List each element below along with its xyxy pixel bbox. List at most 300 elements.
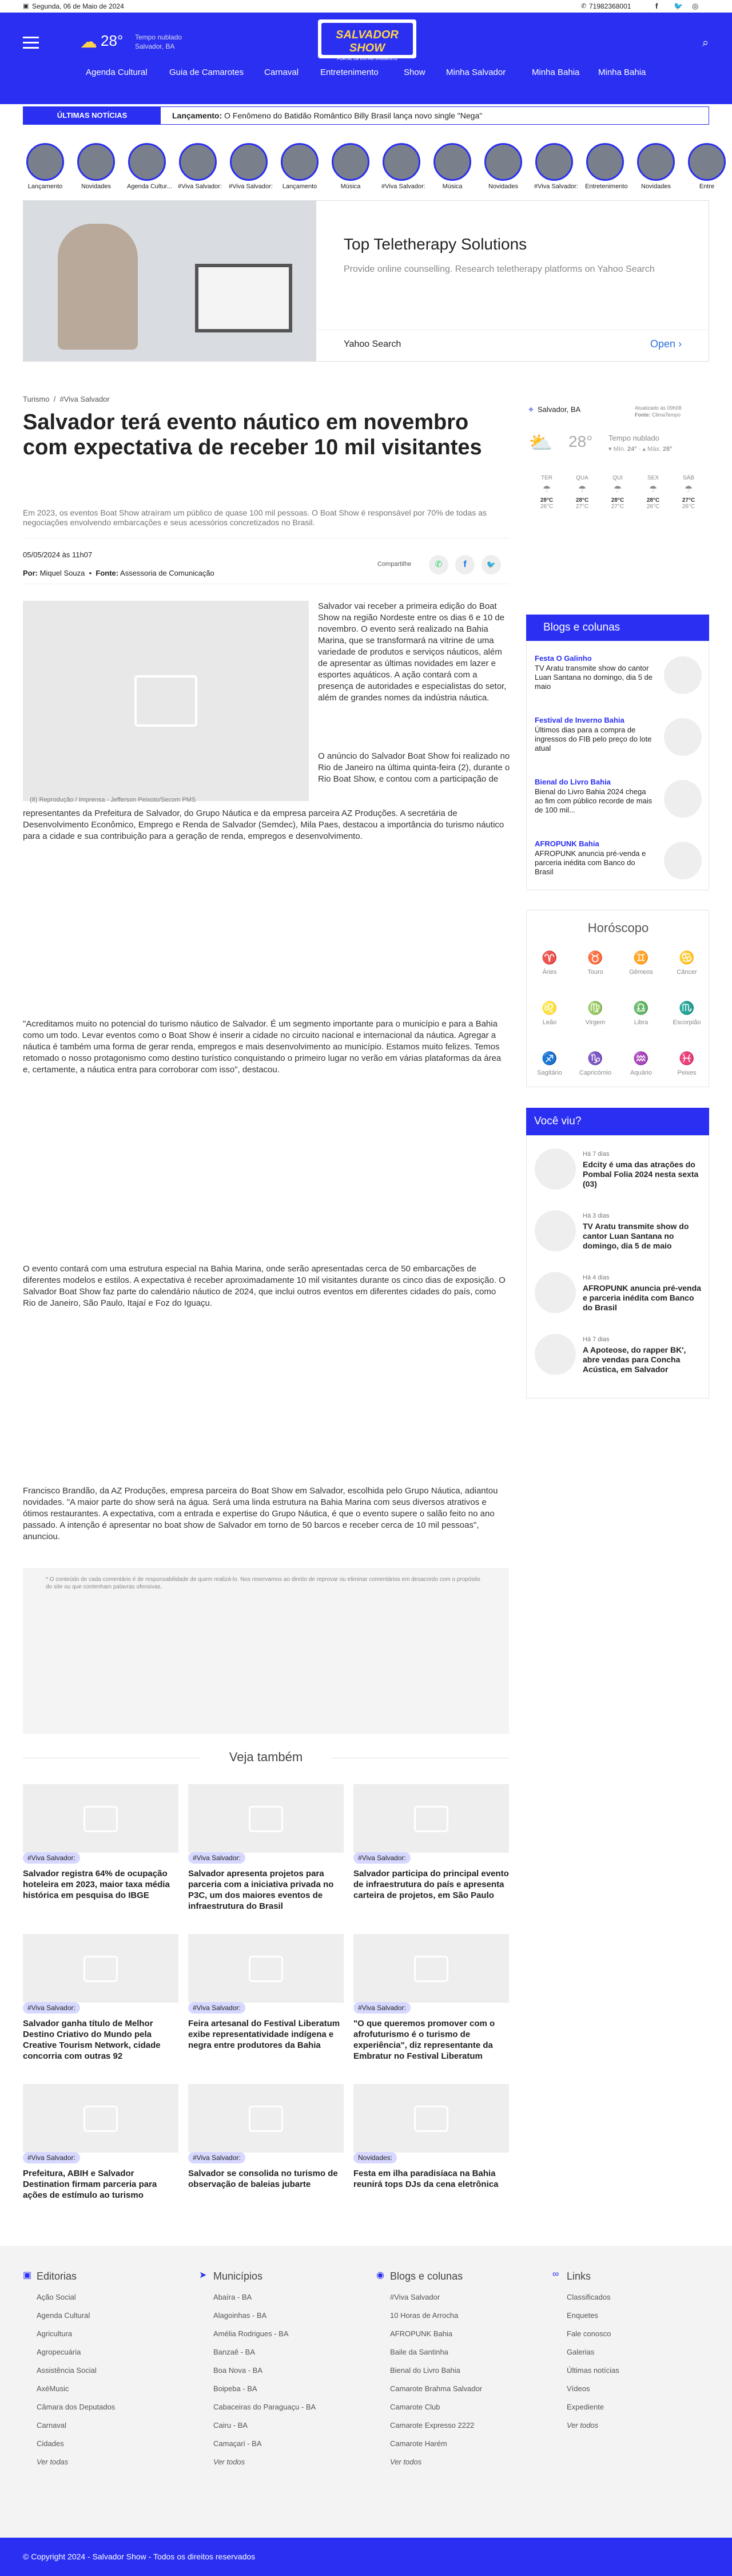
related-title: Veja também — [229, 1750, 303, 1764]
story-avatar — [332, 143, 369, 181]
nav-minha-bahia-2[interactable]: Minha Bahia — [598, 68, 646, 77]
related-headline[interactable]: Feira artesanal do Festival Liberatum exibe representatividade indígena e negra entre produtores da Bahia — [188, 2019, 340, 2050]
breadcrumb-viva-salvador[interactable]: #Viva Salvador — [59, 395, 110, 403]
related-card[interactable] — [23, 1784, 178, 1901]
cloud-rain-icon: ☂ — [542, 485, 551, 494]
copyright-bar: © Copyright 2024 - Salvador Show - Todos os direitos reservados — [0, 2538, 732, 2576]
related-headline[interactable]: Salvador participa do principal evento de infraestrutura do país e apresenta carteira de projetos, em São Paulo — [353, 1869, 509, 1900]
related-headline[interactable]: Salvador se consolida no turismo de observação de baleias jubarte — [188, 2169, 338, 2189]
site-logo[interactable] — [318, 19, 416, 61]
story-item[interactable] — [585, 143, 628, 190]
article-byline: Por: Miquel Souza • Fonte: Assessoria de Comunicação — [23, 569, 214, 577]
story-avatar — [281, 143, 319, 181]
cloud-rain-icon: ☂ — [613, 485, 622, 494]
story-label: Lançamento — [282, 183, 317, 190]
horoscope-sign[interactable] — [664, 1051, 710, 1076]
voce-viu-time: Há 3 dias — [583, 1212, 610, 1219]
related-tag[interactable]: #Viva Salvador: — [353, 1852, 411, 1864]
cloud-rain-icon: ☂ — [649, 485, 658, 494]
footer-column — [390, 2270, 539, 2476]
article-title: Salvador terá evento náutico em novembro com expectativa de receber 10 mil visitantes — [23, 410, 482, 459]
related-tag[interactable]: #Viva Salvador: — [23, 1852, 80, 1864]
article-paragraph-5: Francisco Brandão, da AZ Produções, empresa parceira do Boat Show em Salvador, escolhida pelo Grupo Náutica, adiantou novidades. "A maior parte do show será na água. Será uma linda estrutura na Bahia Marina com seus diversos atrativos e ótimos restaurantes. A expectativa, com a entrada e expertise do Grupo Náutica, é que o evento supere o salão feito no ano passado. A intenção é apresentar no boat show de Salvador em torno de 50 barcos e receber cerca de 10 mil pessoas", anunciou. — [23, 1486, 498, 1541]
footer-link[interactable]: Ver todos — [390, 2458, 422, 2466]
footer-link[interactable]: Agenda Cultural — [37, 2311, 90, 2320]
share-whatsapp-icon[interactable]: ✆ — [429, 555, 448, 574]
story-item[interactable] — [178, 143, 222, 190]
related-headline[interactable]: Salvador ganha título de Melhor Destino Criativo do Mundo pela Creative Tourism Network, cidade concorria com outras 92 — [23, 2019, 161, 2061]
blog-thumbnail[interactable] — [664, 656, 702, 694]
weather-source-label: Fonte: — [635, 412, 651, 418]
link-icon: ∞ — [552, 2269, 559, 2279]
footer-link[interactable]: Enquetes — [567, 2311, 598, 2320]
ad-description: Provide online counselling. Research teletherapy platforms on Yahoo Search — [344, 264, 655, 274]
forecast-day-name: SÁB — [682, 475, 694, 481]
related-card[interactable] — [188, 2084, 344, 2190]
nav-minha-bahia[interactable]: Minha Bahia — [532, 68, 580, 77]
ad-title: Top Teletherapy Solutions — [344, 235, 527, 253]
weather-max: 28° — [662, 446, 673, 453]
story-item[interactable] — [687, 143, 727, 190]
header-weather-desc: Tempo nublado — [135, 33, 182, 41]
footer-link[interactable]: #Viva Salvador — [390, 2293, 440, 2301]
related-card[interactable] — [353, 2084, 509, 2190]
blog-headline[interactable]: AFROPUNK anuncia pré-venda e parceria inédita com Banco do Brasil — [535, 849, 646, 876]
forecast-min: 27°C — [575, 504, 589, 510]
cloud-rain-icon: ☂ — [684, 485, 693, 494]
zodiac-icon: ♑ — [587, 1051, 603, 1065]
footer-link[interactable]: Camarote Harém — [390, 2439, 447, 2448]
footer-column — [213, 2270, 362, 2476]
story-item[interactable] — [127, 143, 172, 190]
footer-column-title: Editorias — [37, 2270, 77, 2282]
nav-agenda-cultural[interactable]: Agenda Cultural — [86, 68, 148, 77]
blog-name[interactable]: AFROPUNK Bahia — [535, 839, 599, 848]
logo-subtitle: PORTAL DE ENTRETENIMENTO — [337, 57, 397, 61]
horoscope-sign-name: Aquário — [630, 1069, 652, 1076]
forecast-max: 28°C — [540, 497, 554, 504]
breadcrumb: Turismo / #Viva Salvador — [23, 395, 110, 403]
horoscope-sign[interactable] — [527, 950, 572, 976]
zodiac-icon: ♈ — [542, 950, 558, 965]
weather-min: 24° — [627, 446, 637, 453]
related-headline[interactable]: "O que queremos promover com o afrofuturismo é o turismo de experiência", diz representante da Embratur no Festival Liberatum — [353, 2019, 495, 2061]
footer-link[interactable]: Cidades — [37, 2439, 64, 2448]
related-tag[interactable]: #Viva Salvador: — [353, 2002, 411, 2014]
globe-icon: ◉ — [376, 2270, 384, 2280]
ticker-headline[interactable] — [172, 107, 482, 124]
forecast-day-name: QUI — [612, 475, 623, 481]
related-image — [188, 1784, 344, 1853]
horoscope-sign[interactable] — [618, 1001, 664, 1026]
weather-temperature: 28° — [568, 433, 593, 450]
footer-link[interactable]: Amélia Rodrigues - BA — [213, 2329, 289, 2338]
story-item[interactable] — [381, 143, 425, 190]
footer-link[interactable]: Camaçari - BA — [213, 2439, 262, 2448]
person-illustration — [58, 224, 138, 350]
share-twitter-icon[interactable]: 🐦 — [482, 555, 501, 574]
footer-link[interactable]: Ver todas — [37, 2458, 69, 2466]
story-avatar — [433, 143, 471, 181]
horoscope-title: Horóscopo — [587, 921, 649, 935]
ticker-text: O Fenômeno do Batidão Romântico Billy Brasil lança novo single "Nega" — [224, 111, 483, 120]
voce-viu-headline[interactable]: TV Aratu transmite show do cantor Luan Santana no domingo, dia 5 de maio — [583, 1222, 689, 1250]
blogs-header: Blogs e colunas — [526, 615, 709, 641]
horoscope-sign-name: Áries — [542, 969, 557, 976]
image-placeholder-icon — [249, 1806, 283, 1832]
horoscope-sign[interactable] — [572, 1051, 618, 1076]
story-avatar — [26, 143, 64, 181]
location-arrow-icon: ➤ — [199, 2270, 207, 2280]
comment-disclaimer: * O conteúdo de cada comentário é de responsabilidade de quem realizá-lo. Nos reservamos ao direito de reprovar ou eliminar comentários em desacordo com o propósito do site ou que contenham palavras ofensivas. — [46, 1576, 480, 1590]
footer-link[interactable]: Bienal do Livro Bahia — [390, 2366, 460, 2375]
related-headline[interactable]: Prefeitura, ABIH e Salvador Destination firmam parceria para ações de estímulo ao turismo — [23, 2169, 157, 2200]
forecast-day — [673, 475, 705, 510]
forecast-min: 26°C — [540, 504, 554, 510]
voce-viu-thumbnail[interactable] — [535, 1210, 576, 1251]
horoscope-sign-name: Sagitário — [537, 1069, 562, 1076]
zodiac-icon: ♓ — [679, 1051, 695, 1065]
blog-item[interactable] — [535, 716, 702, 766]
story-item[interactable] — [483, 143, 523, 190]
ticker-label: ÚLTIMAS NOTÍCIAS — [23, 107, 161, 124]
voce-viu-thumbnail[interactable] — [535, 1272, 576, 1313]
menu-icon[interactable] — [23, 37, 39, 49]
related-image — [353, 2084, 509, 2153]
forecast-min: 26°C — [682, 504, 695, 510]
footer-link[interactable]: Últimas notícias — [567, 2366, 619, 2375]
voce-viu-item[interactable] — [535, 1334, 702, 1385]
story-avatar — [230, 143, 268, 181]
voce-viu-item[interactable] — [535, 1210, 702, 1262]
footer-link[interactable]: Cairu - BA — [213, 2421, 248, 2430]
story-label: Música — [442, 183, 463, 190]
footer-link[interactable]: Classificados — [567, 2293, 611, 2301]
horoscope-sign[interactable] — [664, 950, 710, 976]
weather-source-name: ClimaTempo — [652, 412, 681, 418]
story-label: #Viva Salvador: — [229, 183, 273, 190]
blog-headline[interactable]: Últimos dias para a compra de ingressos do FIB pelo preço do lote atual — [535, 726, 652, 752]
calendar-icon: ▣ — [23, 3, 29, 10]
article-paragraph-2a: O anúncio do Salvador Boat Show foi realizado no Rio de Janeiro na última quinta-feira (2), durante o Rio Boat Show, e contou com a participação de — [318, 751, 510, 784]
related-headline[interactable]: Salvador registra 64% de ocupação hoteleira em 2023, maior taxa média histórica em pesquisa do IBGE — [23, 1869, 170, 1900]
weather-source — [635, 412, 681, 418]
related-tag[interactable]: #Viva Salvador: — [188, 2002, 245, 2014]
ad-open-button[interactable] — [650, 338, 682, 350]
forecast-day-name: QUA — [576, 475, 588, 481]
story-item[interactable] — [280, 143, 320, 190]
cloud-sun-icon: ⛅ — [528, 432, 553, 454]
breadcrumb-turismo[interactable]: Turismo — [23, 395, 50, 403]
story-label: #Viva Salvador: — [178, 183, 222, 190]
whatsapp-icon[interactable]: ✆ — [581, 3, 587, 10]
story-avatar — [586, 143, 624, 181]
voce-viu-item[interactable] — [535, 1272, 702, 1323]
nav-show[interactable]: Show — [404, 68, 425, 77]
story-item[interactable] — [432, 143, 472, 190]
forecast-day — [602, 475, 634, 510]
footer-column-title: Municípios — [213, 2270, 263, 2282]
story-item[interactable] — [534, 143, 578, 190]
story-label: Agenda Cultur... — [127, 183, 172, 190]
zodiac-icon: ♐ — [542, 1051, 558, 1065]
forecast-day — [566, 475, 598, 510]
blog-item[interactable] — [535, 654, 702, 704]
editorias-icon: ▣ — [23, 2270, 32, 2280]
logo-text: SALVADOR SHOW — [336, 29, 399, 54]
footer-link[interactable]: Fale conosco — [567, 2329, 611, 2338]
story-avatar — [688, 143, 726, 181]
footer-link[interactable]: AxéMusic — [37, 2384, 69, 2393]
horoscope-sign[interactable] — [664, 1001, 710, 1026]
footer-column — [37, 2270, 185, 2476]
voce-viu-thumbnail[interactable] — [535, 1334, 576, 1375]
nav-entretenimento[interactable]: Entretenimento — [320, 68, 379, 77]
forecast-day-name: TER — [541, 475, 552, 481]
image-placeholder-icon — [83, 1806, 118, 1832]
image-placeholder-icon — [414, 1806, 448, 1832]
horoscope-sign-name: Libra — [634, 1019, 649, 1026]
zodiac-icon: ♊ — [633, 950, 649, 965]
voce-viu-headline[interactable]: AFROPUNK anuncia pré-venda e parceria inédita com Banco do Brasil — [583, 1283, 701, 1312]
current-date: Segunda, 06 de Maio de 2024 — [32, 2, 124, 10]
horoscope-sign-name: Gêmeos — [629, 969, 653, 976]
main-nav — [0, 68, 732, 96]
story-item[interactable] — [229, 143, 273, 190]
voce-viu-header: Você viu? — [526, 1108, 709, 1135]
twitter-icon[interactable]: 🐦 — [674, 2, 683, 10]
forecast-max: 28°C — [646, 497, 660, 504]
related-image — [353, 1934, 509, 2003]
header-city: Salvador, BA — [135, 42, 175, 50]
ticker-prefix: Lançamento: — [172, 111, 222, 120]
related-headline[interactable]: Festa em ilha paradisíaca na Bahia reunirá tops DJs da cena eletrônica — [353, 2169, 499, 2189]
related-image — [188, 2084, 344, 2153]
nav-carnaval[interactable]: Carnaval — [264, 68, 299, 77]
footer-link[interactable]: AFROPUNK Bahia — [390, 2329, 453, 2338]
footer-link[interactable]: Vídeos — [567, 2384, 590, 2393]
horoscope-sign-name: Touro — [587, 969, 603, 976]
footer-link[interactable]: Baile da Santinha — [390, 2348, 448, 2356]
footer-link[interactable]: Ação Social — [37, 2293, 76, 2301]
phone-link[interactable]: 71982368001 — [589, 2, 631, 10]
footer-column-title: Links — [567, 2270, 591, 2282]
voce-viu-time: Há 7 dias — [583, 1151, 610, 1158]
footer-link[interactable]: Galerias — [567, 2348, 595, 2356]
zodiac-icon: ♎ — [633, 1001, 649, 1015]
ad-brand: Yahoo Search — [344, 339, 401, 349]
voce-viu-item[interactable] — [535, 1148, 702, 1200]
related-tag[interactable]: #Viva Salvador: — [188, 1852, 245, 1864]
forecast-min: 26°C — [646, 504, 660, 510]
footer-link[interactable]: Ver todos — [213, 2458, 245, 2466]
source-name: Assessoria de Comunicação — [120, 569, 214, 577]
related-card[interactable] — [23, 1934, 178, 2062]
related-image — [188, 1934, 344, 2003]
footer-link[interactable]: Abaíra - BA — [213, 2293, 252, 2301]
location-pin-icon: ⌖ — [528, 405, 534, 415]
forecast-max: 28°C — [575, 497, 589, 504]
author-name: Miquel Souza — [39, 569, 85, 577]
author-label: Por: — [23, 569, 38, 577]
related-image — [353, 1784, 509, 1853]
horoscope-sign[interactable] — [527, 1001, 572, 1026]
nav-minha-salvador[interactable]: Minha Salvador — [446, 68, 506, 77]
weather-description: Tempo nublado — [608, 434, 659, 442]
search-icon[interactable]: ⌕ — [702, 37, 709, 49]
story-label: Novidades — [81, 183, 111, 190]
story-label: Novidades — [488, 183, 518, 190]
story-label: Novidades — [641, 183, 671, 190]
weather-min-label: Mín. — [613, 446, 626, 453]
article-paragraph-2b: representantes da Prefeitura de Salvador, do Grupo Náutica e da empresa parceira AZ Produções. A secretária de Desenvolvimento Econômico, Emprego e Renda de Salvador (Semdec), Mila Paes, destacou a importância do turismo náutico para a cidade e sua contribuição para a geração de renda, empregos e desenvolvimento. — [23, 809, 504, 841]
story-item[interactable] — [76, 143, 116, 190]
footer-link[interactable]: Boa Nova - BA — [213, 2366, 262, 2375]
image-placeholder-icon — [134, 675, 197, 727]
blog-thumbnail[interactable] — [664, 780, 702, 818]
voce-viu-thumbnail[interactable] — [535, 1148, 576, 1190]
footer-link[interactable]: Ver todos — [567, 2421, 599, 2430]
footer-link[interactable]: 10 Horas de Arrocha — [390, 2311, 459, 2320]
ad-banner[interactable] — [23, 200, 709, 362]
blog-headline[interactable]: TV Aratu transmite show do cantor Luan Santana no domingo, dia 5 de maio — [535, 664, 653, 691]
footer-link[interactable]: Boipeba - BA — [213, 2384, 257, 2393]
forecast-min: 27°C — [611, 504, 624, 510]
horoscope-sign[interactable] — [618, 950, 664, 976]
footer-link[interactable]: Agricultura — [37, 2329, 73, 2338]
footer-link[interactable]: Camarote Brahma Salvador — [390, 2384, 483, 2393]
image-placeholder-icon — [83, 2106, 118, 2132]
story-label: #Viva Salvador: — [534, 183, 578, 190]
blog-item[interactable] — [535, 839, 702, 890]
ad-cta: Open — [650, 338, 676, 350]
footer-link[interactable]: Câmara dos Deputados — [37, 2403, 116, 2411]
story-avatar — [128, 143, 166, 181]
article-paragraph-3: "Acreditamos muito no potencial do turismo náutico de Salvador. É um segmento importante para o município e para a Bahia como um todo. Levar eventos como o Boat Show é inserir a cidade no circuito nacional e internacional da náutica. Agregar a náutica é também uma forma de gerar renda, empregos e mais desenvolvimento ao município. Estamos muito felizes. Temos retomado o nosso protagonismo como destino turístico conquistando o primeiro lugar no verão em várias plataformas da área e, certamente, a náutica entra para corroborar com isso", destacou. — [23, 1019, 502, 1075]
voce-viu-headline[interactable]: Edcity é uma das atrações do Pombal Folia 2024 nesta sexta (03) — [583, 1160, 699, 1188]
share-label: Compartilhe — [377, 561, 412, 568]
story-label: Entretenimento — [585, 183, 628, 190]
forecast-max: 28°C — [611, 497, 624, 504]
zodiac-icon: ♌ — [542, 1001, 558, 1015]
voce-viu-time: Há 4 dias — [583, 1274, 610, 1281]
related-card[interactable] — [353, 1934, 509, 2062]
related-tag[interactable]: #Viva Salvador: — [23, 2152, 80, 2163]
footer-link[interactable]: Expediente — [567, 2403, 604, 2411]
facebook-icon[interactable]: f — [655, 2, 658, 10]
article-date: 05/05/2024 às 11h07 — [23, 550, 93, 559]
related-headline[interactable]: Salvador apresenta projetos para parceria com a iniciativa privada no P3C, um dos maiores eventos de infraestrutura do Brasil — [188, 1869, 334, 1911]
horoscope-sign[interactable] — [618, 1051, 664, 1076]
footer-link[interactable]: Cabaceiras do Paraguaçu - BA — [213, 2403, 316, 2411]
related-image — [23, 1934, 178, 2003]
story-avatar — [179, 143, 217, 181]
related-card[interactable] — [353, 1784, 509, 1901]
blog-thumbnail[interactable] — [664, 718, 702, 756]
blog-name[interactable]: Festival de Inverno Bahia — [535, 716, 624, 724]
weather-max-label: Máx. — [647, 446, 661, 453]
weather-minmax: ▾ Mín. 24° · ▴ Máx. 28° — [608, 446, 673, 453]
article-lead: Em 2023, os eventos Boat Show atraíram um público de quase 100 mil pessoas. O Boat Show é responsável por 70% de todas as negociações envolvendo embarcações e seus acessórios concretizados no Brasil. — [23, 508, 487, 527]
blog-name[interactable]: Festa O Galinho — [535, 654, 592, 663]
cloud-sun-icon: ☁ — [80, 33, 97, 51]
horoscope-card — [526, 910, 709, 1087]
horoscope-sign[interactable] — [527, 1051, 572, 1076]
story-item[interactable] — [331, 143, 371, 190]
story-avatar — [77, 143, 115, 181]
footer-link[interactable]: Camarote Expresso 2222 — [390, 2421, 475, 2430]
blog-name[interactable]: Bienal do Livro Bahia — [535, 778, 611, 786]
blog-headline[interactable]: Bienal do Livro Bahia 2024 chega ao fim com público recorde de mais de 100 mil... — [535, 787, 653, 814]
story-avatar — [535, 143, 573, 181]
voce-viu-time: Há 7 dias — [583, 1336, 610, 1343]
blog-item[interactable] — [535, 778, 702, 828]
image-placeholder-icon — [249, 1956, 283, 1982]
footer-column-title: Blogs e colunas — [390, 2270, 463, 2282]
news-ticker — [23, 106, 709, 125]
source-label: Fonte: — [96, 569, 119, 577]
forecast-day — [531, 475, 563, 510]
related-tag[interactable]: Novidades: — [353, 2152, 397, 2163]
related-tag[interactable]: #Viva Salvador: — [23, 2002, 80, 2014]
horoscope-sign[interactable] — [572, 950, 618, 976]
horoscope-sign-name: Leão — [542, 1019, 557, 1026]
article-main-image[interactable] — [23, 601, 309, 801]
footer-link[interactable]: Alagoinhas - BA — [213, 2311, 267, 2320]
nav-guia-camarotes[interactable]: Guia de Camarotes — [169, 68, 244, 77]
laptop-illustration — [195, 264, 292, 332]
share-facebook-icon[interactable]: f — [455, 555, 475, 574]
forecast-day — [637, 475, 669, 510]
blogs-card — [526, 641, 709, 890]
zodiac-icon: ♒ — [633, 1051, 649, 1065]
voce-viu-headline[interactable]: A Apoteose, do rapper BK', abre vendas para Concha Acústica, em Salvador — [583, 1345, 686, 1374]
voce-viu-card — [526, 1135, 709, 1398]
weather-widget — [526, 401, 709, 532]
footer-column — [567, 2270, 715, 2439]
top-bar — [0, 0, 732, 13]
zodiac-icon: ♏ — [679, 1001, 695, 1015]
weather-city: Salvador, BA — [538, 405, 581, 414]
footer-link[interactable]: Agropecuária — [37, 2348, 81, 2356]
story-item[interactable] — [25, 143, 65, 190]
forecast-day-name: SEX — [647, 475, 659, 481]
footer-link[interactable]: Carnaval — [37, 2421, 67, 2430]
story-label: Entre — [699, 183, 715, 190]
footer-link[interactable]: Camarote Club — [390, 2403, 440, 2411]
related-card[interactable] — [23, 2084, 178, 2201]
story-avatar — [484, 143, 522, 181]
story-label: #Viva Salvador: — [381, 183, 425, 190]
comments-box[interactable] — [23, 1568, 509, 1734]
image-placeholder-icon — [83, 1956, 118, 1982]
footer-link[interactable]: Assistência Social — [37, 2366, 97, 2375]
image-placeholder-icon — [249, 2106, 283, 2132]
story-item[interactable] — [636, 143, 676, 190]
horoscope-sign[interactable] — [572, 1001, 618, 1026]
story-label: Música — [340, 183, 361, 190]
footer-link[interactable]: Banzaê - BA — [213, 2348, 255, 2356]
horoscope-sign-name: Escorpião — [673, 1019, 701, 1026]
horoscope-sign-name: Peixes — [677, 1069, 697, 1076]
related-card[interactable] — [188, 1934, 344, 2051]
instagram-icon[interactable]: ◎ — [692, 2, 699, 10]
forecast-max: 27°C — [682, 497, 695, 504]
zodiac-icon: ♋ — [679, 950, 695, 965]
related-card[interactable] — [188, 1784, 344, 1912]
related-tag[interactable]: #Viva Salvador: — [188, 2152, 245, 2163]
blog-thumbnail[interactable] — [664, 842, 702, 879]
